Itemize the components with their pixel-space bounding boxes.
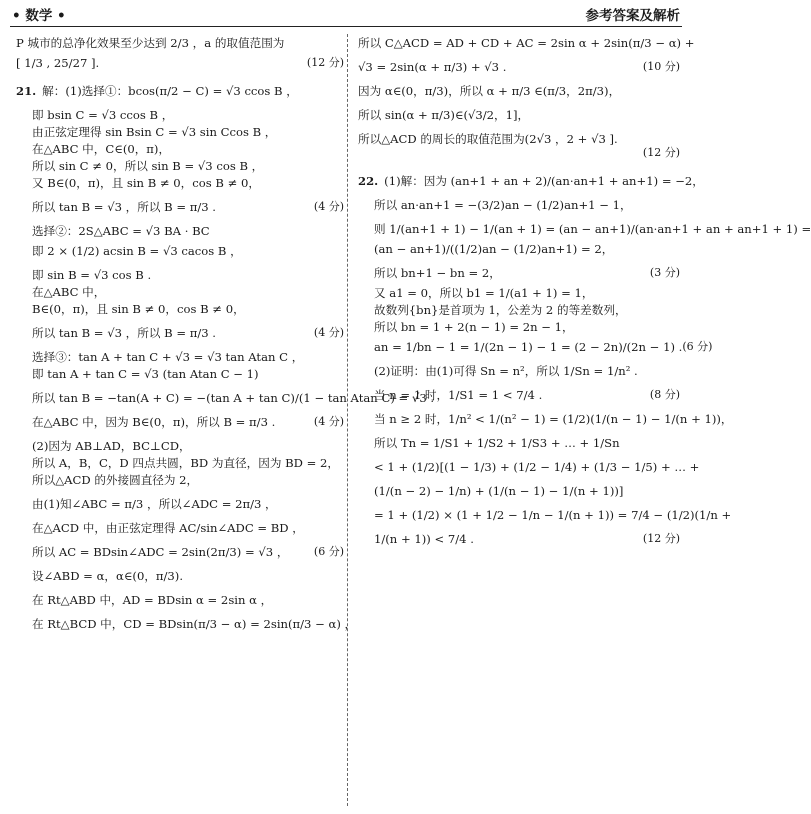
text-line: 所以 sin C ≠ 0，所以 sin B = √3 cos B ，: [32, 159, 264, 173]
text-line: 当 n ≥ 2 时，1/n² < 1/(n² − 1) = (1/2)(1/(n − 1) − 1/(n + 1))，: [374, 412, 733, 426]
text-line: 所以 tan B = √3 ，所以 B = π/3 .: [32, 200, 216, 214]
score-mark: (12 分): [642, 532, 680, 545]
problem-21-line: [16, 84, 344, 98]
score-mark: (4 分): [313, 200, 344, 213]
score-row: [358, 340, 713, 354]
text-line: 即 tan A + tan C = √3 (tan Atan C − 1): [32, 367, 259, 381]
score-row: [16, 415, 344, 429]
score-mark: (10 分): [642, 60, 680, 73]
score-row: [16, 200, 344, 214]
text-line: = 1 + (1/2) × (1 + 1/2 − 1/n − 1/(n + 1)) = 7/4 − (1/2)(1/n +: [374, 508, 732, 522]
text-line: 因为 α∈(0，π/3)，所以 α + π/3 ∈(π/3，2π/3)，: [358, 84, 621, 98]
text-line: 所以 tan B = −tan(A + C) = −(tan A + tan C)/(1 − tan Atan C) = √3 .: [32, 391, 435, 405]
text-line: an = 1/bn − 1 = 1/(2n − 1) − 1 = (2 − 2n)/(2n − 1) .: [374, 340, 683, 354]
header-title: 参考答案及解析: [585, 8, 680, 24]
text-line: 在 Rt△ABD 中，AD = BDsin α = 2sin α ，: [32, 593, 273, 607]
text-line: 选择②：2S△ABC = √3 BA · BC: [32, 224, 210, 238]
text-line: 在△ABC 中，: [32, 285, 106, 299]
text-line: 当 n = 1 时，1/S1 = 1 < 7/4 .: [374, 388, 543, 402]
problem-22-line: [358, 174, 704, 188]
text-line: 在△ABC 中，C∈(0，π)，: [32, 142, 171, 156]
header-subject: • 数学 •: [12, 8, 66, 24]
text-line: 1/(n + 1)) < 7/4 .: [374, 532, 474, 546]
score-mark: (12 分): [306, 56, 344, 69]
text-line: 选择③：tan A + tan C + √3 = √3 tan Atan C ，: [32, 350, 304, 364]
header-rule: [10, 26, 682, 27]
text-line: P 城市的总净化效果至少达到 2/3 ，a 的取值范围为: [16, 36, 285, 50]
text-line: 故数列{bn}是首项为 1，公差为 2 的等差数列，: [374, 303, 627, 317]
text-line: 则 1/(an+1 + 1) − 1/(an + 1) = (an − an+1)/(an·an+1 + an + an+1 + 1) =: [374, 222, 811, 236]
score-mark: (4 分): [313, 415, 344, 428]
score-row: [16, 326, 344, 340]
text-line: (an − an+1)/((1/2)an − (1/2)an+1) = 2，: [374, 242, 614, 256]
column-divider: [347, 34, 348, 806]
score-row: [358, 388, 680, 402]
text-line: 所以△ACD 的周长的取值范围为(2√3 ，2 + √3 ].: [358, 132, 618, 146]
text-line: 即 2 × (1/2) acsin B = √3 cacos B ，: [32, 244, 242, 258]
right-column: [358, 36, 811, 546]
text-line: 又 B∈(0，π)，且 sin B ≠ 0，cos B ≠ 0，: [32, 176, 260, 190]
text-line: 由正弦定理得 sin Bsin C = √3 sin Ccos B ，: [32, 125, 277, 139]
score-mark: (6 分): [313, 545, 344, 558]
score-mark: (4 分): [313, 326, 344, 339]
text-line: 所以△ACD 的外接圆直径为 2，: [32, 473, 199, 487]
score-row: [358, 60, 680, 74]
score-row: [358, 532, 680, 546]
score-mark: (12 分): [642, 146, 680, 159]
text-line: (2)证明：由(1)可得 Sn = n²，所以 1/Sn = 1/n² .: [374, 364, 638, 378]
text-line: 即 bsin C = √3 ccos B ，: [32, 108, 174, 122]
text-line: 所以 A，B，C，D 四点共圆，BD 为直径，因为 BD = 2，: [32, 456, 339, 470]
text-line: 所以 an·an+1 = −(3/2)an − (1/2)an+1 − 1，: [374, 198, 632, 212]
text-line: 所以 Tn = 1/S1 + 1/S2 + 1/S3 + … + 1/Sn: [374, 436, 620, 450]
text-line: 所以 bn+1 − bn = 2，: [374, 266, 501, 280]
score-mark: (6 分): [682, 340, 713, 353]
text-line: 在 Rt△BCD 中，CD = BDsin(π/3 − α) = 2sin(π/3 − α) ，: [32, 617, 357, 631]
text-line: 由(1)知∠ABC = π/3 ，所以∠ADC = 2π/3 ，: [32, 497, 277, 511]
text-line: 所以 AC = BDsin∠ADC = 2sin(2π/3) = √3 ，: [32, 545, 289, 559]
text-line: [ 1/3 , 25/27 ].: [16, 56, 100, 70]
text-line: 在△ACD 中，由正弦定理得 AC/sin∠ADC = BD ，: [32, 521, 304, 535]
text-line: < 1 + (1/2)[(1 − 1/3) + (1/2 − 1/4) + (1/3 − 1/5) + … +: [374, 460, 700, 474]
score-row: [358, 146, 680, 160]
score-row: [16, 545, 344, 559]
text-line: 所以 bn = 1 + 2(n − 1) = 2n − 1，: [374, 320, 574, 334]
text-line: 即 sin B = √3 cos B .: [32, 268, 152, 282]
score-mark: (3 分): [649, 266, 680, 279]
score-row: [16, 56, 344, 70]
text-line: 在△ABC 中，因为 B∈(0，π)，所以 B = π/3 .: [32, 415, 276, 429]
text-line: (1/(n − 2) − 1/n) + (1/(n − 1) − 1/(n + 1))]: [374, 484, 624, 498]
score-row: [358, 266, 680, 280]
text-line: 又 a1 = 0，所以 b1 = 1/(a1 + 1) = 1，: [374, 286, 594, 300]
text-line: √3 = 2sin(α + π/3) + √3 .: [358, 60, 507, 74]
text-line: (2)因为 AB⊥AD，BC⊥CD，: [32, 439, 191, 453]
text-line: 所以 sin(α + π/3)∈(√3/2，1]，: [358, 108, 530, 122]
text-line: (1)解：因为 (an+1 + an + 2)/(an·an+1 + an+1) = −2，: [384, 174, 704, 188]
text-line: 解：(1)选择①：bcos(π/2 − C) = √3 ccos B ，: [42, 84, 298, 98]
text-line: 所以 tan B = √3 ，所以 B = π/3 .: [32, 326, 216, 340]
text-line: 所以 C△ACD = AD + CD + AC = 2sin α + 2sin(π/3 − α) +: [358, 36, 695, 50]
text-line: B∈(0，π)，且 sin B ≠ 0，cos B ≠ 0，: [32, 302, 245, 316]
text-line: 设∠ABD = α，α∈(0，π/3).: [32, 569, 184, 583]
problem-number: 21.: [16, 84, 37, 98]
problem-number: 22.: [358, 174, 379, 188]
score-mark: (8 分): [649, 388, 680, 401]
